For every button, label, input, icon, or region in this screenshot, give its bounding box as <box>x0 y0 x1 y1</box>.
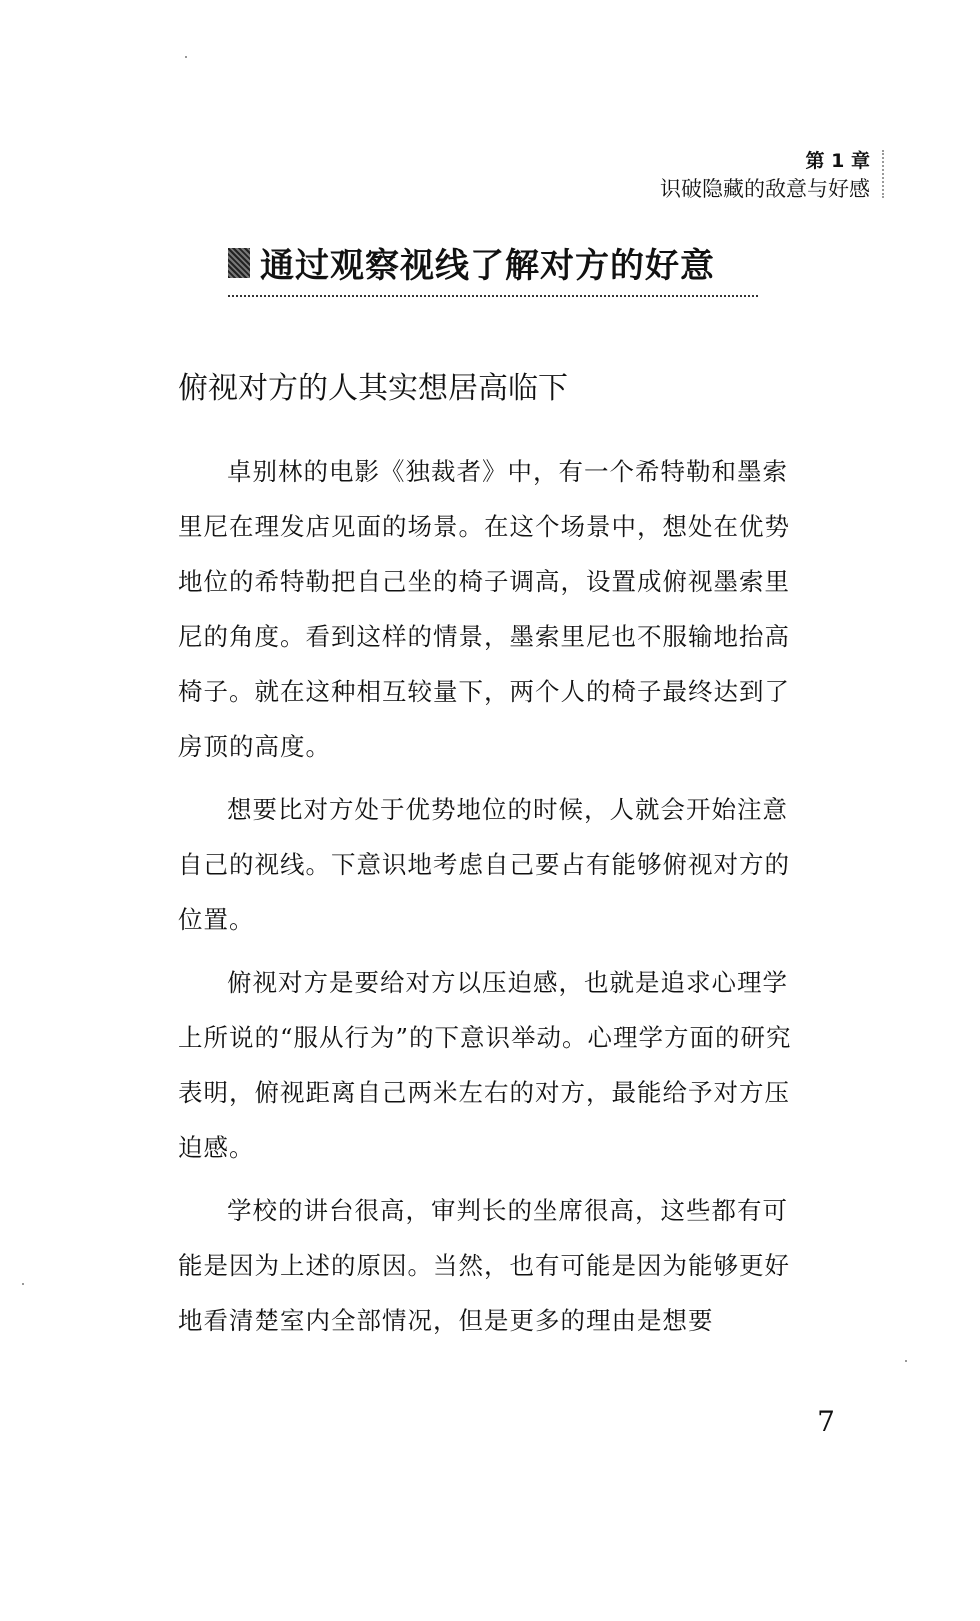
paragraph: 卓别林的电影《独裁者》中，有一个希特勒和墨索里尼在理发店见面的场景。在这个场景中，想处在优势地位的希特勒把自己坐的椅子调高，设置成俯视墨索里尼的角度。看到这样的情景，墨索里尼也不服输地抬高椅子。就在这种相互较量下，两个人的椅子最终达到了房顶的高度。 <box>178 457 790 761</box>
scan-speck <box>185 56 187 58</box>
page-number: 7 <box>817 1405 835 1438</box>
scan-speck <box>22 1283 24 1285</box>
paragraph: 俯视对方是要给对方以压迫感，也就是追求心理学上所说的“服从行为”的下意识举动。心理学方面的研究表明，俯视距离自己两米左右的对方，最能给予对方压迫感。 <box>178 968 792 1162</box>
body-text <box>178 444 803 1356</box>
section-title-text: 通过观察视线了解对方的好意 <box>260 246 715 286</box>
chapter-title: 识破隐藏的敌意与好感 <box>660 176 870 201</box>
paragraph: 想要比对方处于优势地位的时候，人就会开始注意自己的视线。下意识地考虑自己要占有能够俯视对方的位置。 <box>178 795 790 934</box>
chapter-number: 第 1 章 <box>805 150 870 172</box>
paragraph: 学校的讲台很高，审判长的坐席很高，这些都有可能是因为上述的原因。当然，也有可能是因为能够更好地看清楚室内全部情况，但是更多的理由是想要 <box>178 1196 790 1335</box>
section-title <box>228 238 758 297</box>
title-marker-icon <box>228 248 250 278</box>
chapter-header <box>660 150 870 202</box>
subsection-heading: 俯视对方的人其实想居高临下 <box>178 371 568 406</box>
scan-speck <box>905 1360 907 1362</box>
header-divider <box>882 150 890 198</box>
